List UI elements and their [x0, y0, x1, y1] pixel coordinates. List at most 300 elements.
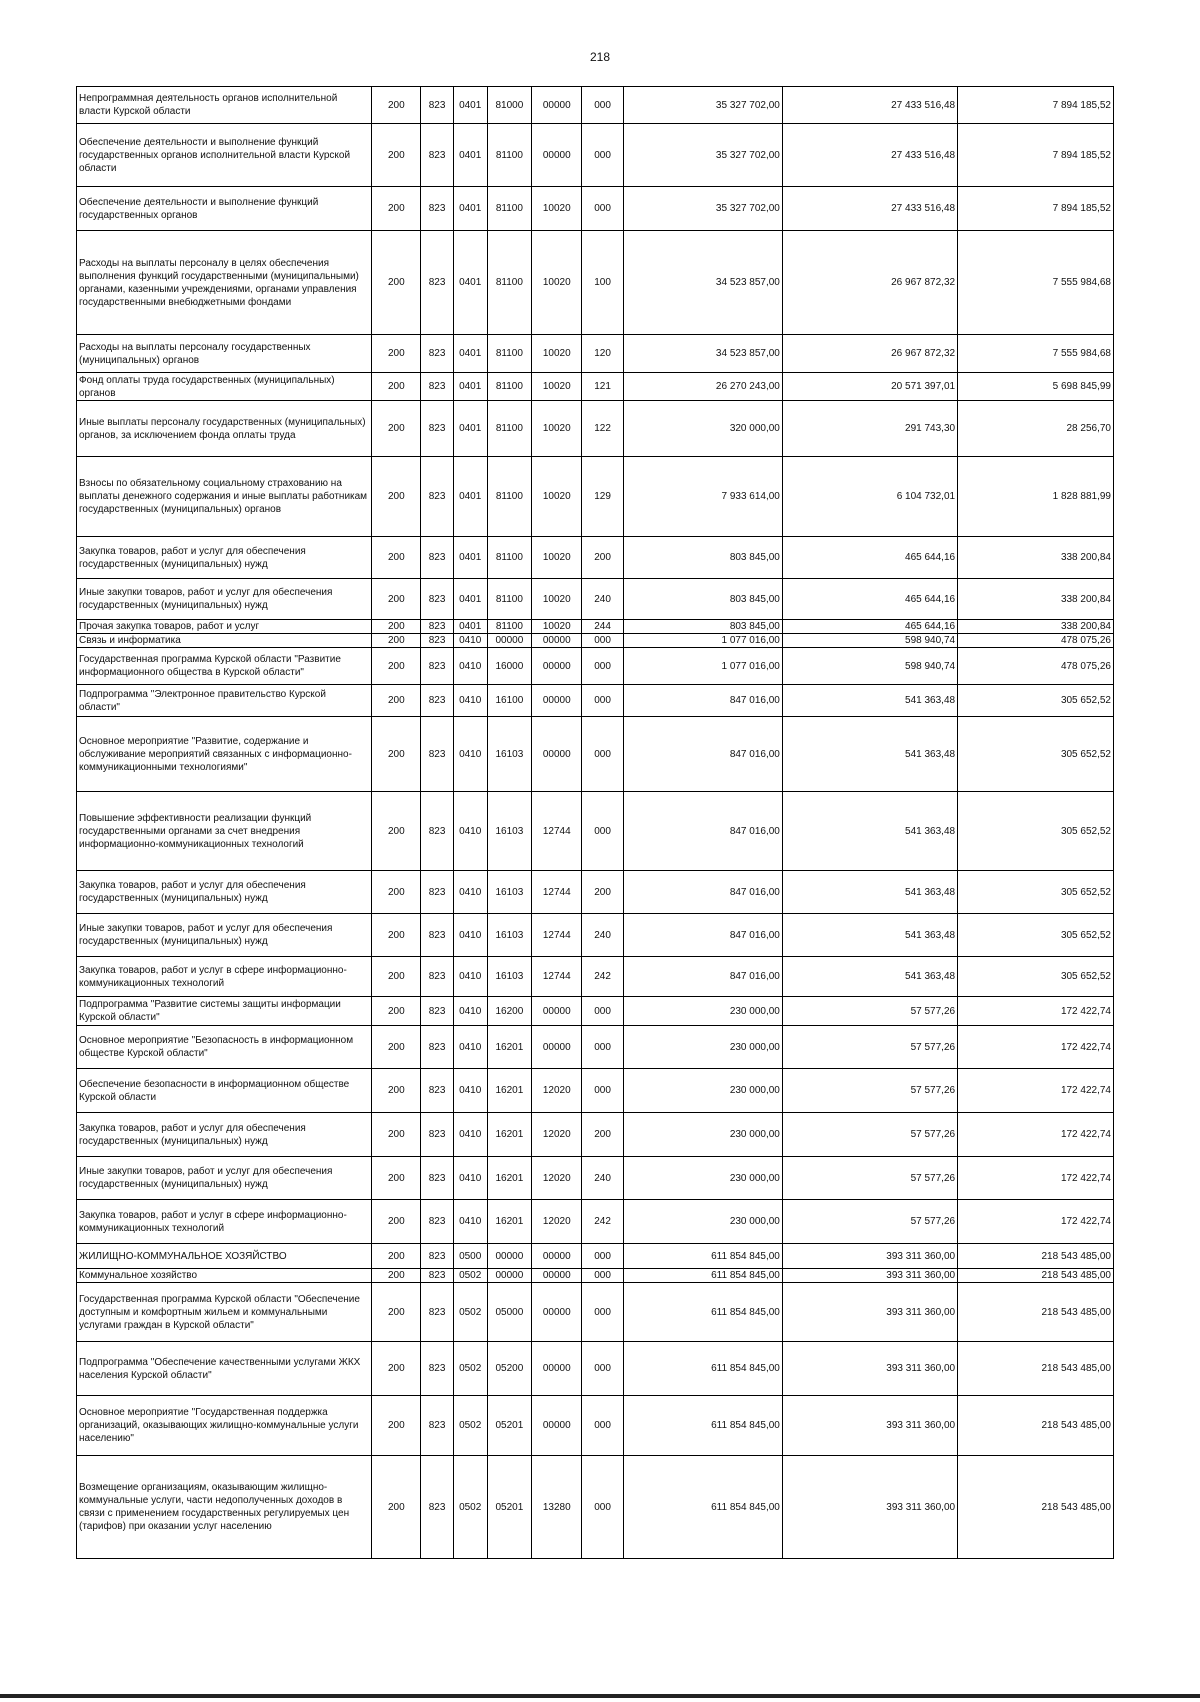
code-col-1: 200: [372, 1069, 421, 1113]
code-col-3: 0410: [453, 1200, 487, 1244]
table-body: [77, 87, 1114, 1559]
value-col-3: 172 422,74: [958, 1157, 1114, 1200]
code-col-2: 823: [421, 1283, 454, 1342]
code-col-6: 000: [582, 87, 624, 124]
value-col-1: 611 854 845,00: [623, 1244, 782, 1269]
value-col-1: 230 000,00: [623, 1069, 782, 1113]
code-col-6: 000: [582, 1069, 624, 1113]
value-col-3: 305 652,52: [958, 914, 1114, 957]
code-col-1: 200: [372, 373, 421, 401]
code-col-3: 0401: [453, 401, 487, 457]
code-col-6: 000: [582, 1269, 624, 1283]
code-col-3: 0401: [453, 124, 487, 187]
value-col-3: 218 543 485,00: [958, 1269, 1114, 1283]
code-col-5: 12020: [532, 1157, 582, 1200]
value-col-1: 35 327 702,00: [623, 124, 782, 187]
value-col-2: 27 433 516,48: [782, 124, 957, 187]
row-name: Коммунальное хозяйство: [77, 1269, 372, 1283]
value-col-1: 230 000,00: [623, 1113, 782, 1157]
code-col-4: 00000: [487, 1244, 532, 1269]
table-row: [77, 1113, 1114, 1157]
code-col-2: 823: [421, 997, 454, 1026]
value-col-1: 320 000,00: [623, 401, 782, 457]
code-col-1: 200: [372, 1200, 421, 1244]
code-col-6: 000: [582, 648, 624, 685]
code-col-5: 10020: [532, 401, 582, 457]
table-row: [77, 537, 1114, 579]
code-col-5: 00000: [532, 87, 582, 124]
value-col-2: 57 577,26: [782, 1113, 957, 1157]
value-col-2: 57 577,26: [782, 1069, 957, 1113]
row-name: Расходы на выплаты персоналу государственных (муниципальных) органов: [77, 335, 372, 373]
table-row: [77, 457, 1114, 537]
value-col-1: 611 854 845,00: [623, 1456, 782, 1559]
value-col-1: 803 845,00: [623, 537, 782, 579]
code-col-4: 00000: [487, 634, 532, 648]
row-name: Фонд оплаты труда государственных (муниципальных) органов: [77, 373, 372, 401]
code-col-3: 0410: [453, 1113, 487, 1157]
value-col-3: 172 422,74: [958, 1113, 1114, 1157]
table-row: [77, 1244, 1114, 1269]
code-col-6: 242: [582, 1200, 624, 1244]
value-col-2: 541 363,48: [782, 871, 957, 914]
code-col-1: 200: [372, 1244, 421, 1269]
table-row: [77, 1283, 1114, 1342]
value-col-3: 172 422,74: [958, 1200, 1114, 1244]
code-col-4: 16201: [487, 1200, 532, 1244]
code-col-6: 129: [582, 457, 624, 537]
value-col-3: 172 422,74: [958, 1026, 1114, 1069]
code-col-5: 12744: [532, 914, 582, 957]
value-col-3: 338 200,84: [958, 620, 1114, 634]
code-col-4: 05201: [487, 1456, 532, 1559]
row-name: Непрограммная деятельность органов исполнительной власти Курской области: [77, 87, 372, 124]
row-name: Повышение эффективности реализации функций государственными органами за счет внедрения информационно-коммуникационных технологий: [77, 792, 372, 871]
code-col-6: 200: [582, 537, 624, 579]
code-col-5: 00000: [532, 634, 582, 648]
code-col-1: 200: [372, 717, 421, 792]
code-col-2: 823: [421, 620, 454, 634]
code-col-3: 0401: [453, 335, 487, 373]
value-col-2: 291 743,30: [782, 401, 957, 457]
table-row: [77, 335, 1114, 373]
code-col-5: 10020: [532, 537, 582, 579]
value-col-2: 465 644,16: [782, 537, 957, 579]
row-name: ЖИЛИЩНО-КОММУНАЛЬНОЕ ХОЗЯЙСТВО: [77, 1244, 372, 1269]
code-col-4: 81100: [487, 373, 532, 401]
code-col-3: 0401: [453, 187, 487, 231]
code-col-3: 0502: [453, 1396, 487, 1456]
value-col-3: 7 555 984,68: [958, 335, 1114, 373]
code-col-1: 200: [372, 187, 421, 231]
value-col-1: 34 523 857,00: [623, 231, 782, 335]
row-name: Обеспечение безопасности в информационном обществе Курской области: [77, 1069, 372, 1113]
value-col-3: 7 555 984,68: [958, 231, 1114, 335]
code-col-1: 200: [372, 335, 421, 373]
code-col-2: 823: [421, 685, 454, 717]
code-col-1: 200: [372, 871, 421, 914]
value-col-3: 218 543 485,00: [958, 1283, 1114, 1342]
code-col-4: 16103: [487, 914, 532, 957]
table-row: [77, 914, 1114, 957]
code-col-6: 240: [582, 579, 624, 620]
code-col-4: 81100: [487, 335, 532, 373]
code-col-2: 823: [421, 648, 454, 685]
value-col-1: 1 077 016,00: [623, 634, 782, 648]
code-col-2: 823: [421, 634, 454, 648]
code-col-2: 823: [421, 717, 454, 792]
code-col-3: 0401: [453, 537, 487, 579]
value-col-3: 478 075,26: [958, 648, 1114, 685]
code-col-4: 05201: [487, 1396, 532, 1456]
code-col-4: 81100: [487, 231, 532, 335]
code-col-1: 200: [372, 792, 421, 871]
value-col-2: 393 311 360,00: [782, 1283, 957, 1342]
code-col-5: 00000: [532, 717, 582, 792]
code-col-4: 16201: [487, 1069, 532, 1113]
code-col-5: 12020: [532, 1200, 582, 1244]
code-col-2: 823: [421, 457, 454, 537]
value-col-3: 172 422,74: [958, 1069, 1114, 1113]
value-col-2: 393 311 360,00: [782, 1269, 957, 1283]
value-col-3: 1 828 881,99: [958, 457, 1114, 537]
code-col-1: 200: [372, 957, 421, 997]
code-col-4: 81100: [487, 537, 532, 579]
code-col-5: 12020: [532, 1069, 582, 1113]
code-col-5: 00000: [532, 1283, 582, 1342]
code-col-2: 823: [421, 1113, 454, 1157]
table-row: [77, 231, 1114, 335]
code-col-6: 121: [582, 373, 624, 401]
row-name: Обеспечение деятельности и выполнение функций государственных органов исполнительной власти Курской области: [77, 124, 372, 187]
table-row: [77, 1342, 1114, 1396]
value-col-1: 847 016,00: [623, 685, 782, 717]
code-col-5: 10020: [532, 231, 582, 335]
value-col-1: 26 270 243,00: [623, 373, 782, 401]
value-col-1: 1 077 016,00: [623, 648, 782, 685]
code-col-1: 200: [372, 914, 421, 957]
code-col-4: 00000: [487, 1269, 532, 1283]
table-row: [77, 373, 1114, 401]
table-row: [77, 124, 1114, 187]
code-col-6: 200: [582, 871, 624, 914]
code-col-3: 0401: [453, 620, 487, 634]
code-col-3: 0410: [453, 1026, 487, 1069]
row-name: Взносы по обязательному социальному страхованию на выплаты денежного содержания и иные выплаты работникам государственных (муниципальных) органов: [77, 457, 372, 537]
value-col-3: 338 200,84: [958, 537, 1114, 579]
value-col-2: 26 967 872,32: [782, 231, 957, 335]
code-col-4: 16201: [487, 1026, 532, 1069]
row-name: Закупка товаров, работ и услуг для обеспечения государственных (муниципальных) нужд: [77, 871, 372, 914]
code-col-4: 05000: [487, 1283, 532, 1342]
code-col-3: 0502: [453, 1342, 487, 1396]
value-col-3: 7 894 185,52: [958, 124, 1114, 187]
code-col-3: 0410: [453, 634, 487, 648]
code-col-1: 200: [372, 648, 421, 685]
code-col-5: 10020: [532, 187, 582, 231]
value-col-1: 230 000,00: [623, 1157, 782, 1200]
code-col-2: 823: [421, 1244, 454, 1269]
row-name: Обеспечение деятельности и выполнение функций государственных органов: [77, 187, 372, 231]
code-col-1: 200: [372, 1026, 421, 1069]
page-bottom-border: [0, 1694, 1200, 1698]
code-col-4: 81100: [487, 620, 532, 634]
code-col-5: 12744: [532, 792, 582, 871]
code-col-4: 16103: [487, 792, 532, 871]
code-col-5: 00000: [532, 1026, 582, 1069]
table-row: [77, 957, 1114, 997]
code-col-3: 0410: [453, 997, 487, 1026]
value-col-2: 57 577,26: [782, 1157, 957, 1200]
code-col-6: 000: [582, 792, 624, 871]
code-col-4: 16201: [487, 1113, 532, 1157]
code-col-2: 823: [421, 124, 454, 187]
value-col-1: 847 016,00: [623, 792, 782, 871]
code-col-1: 200: [372, 1456, 421, 1559]
value-col-1: 230 000,00: [623, 1200, 782, 1244]
table-row: [77, 634, 1114, 648]
code-col-5: 00000: [532, 648, 582, 685]
code-col-4: 81100: [487, 579, 532, 620]
code-col-5: 10020: [532, 335, 582, 373]
code-col-3: 0401: [453, 373, 487, 401]
value-col-2: 465 644,16: [782, 620, 957, 634]
code-col-4: 81100: [487, 124, 532, 187]
value-col-3: 5 698 845,99: [958, 373, 1114, 401]
value-col-3: 305 652,52: [958, 792, 1114, 871]
code-col-3: 0401: [453, 579, 487, 620]
value-col-3: 7 894 185,52: [958, 87, 1114, 124]
code-col-4: 16000: [487, 648, 532, 685]
table-row: [77, 1157, 1114, 1200]
table-row: [77, 1026, 1114, 1069]
value-col-1: 847 016,00: [623, 914, 782, 957]
code-col-5: 12744: [532, 871, 582, 914]
value-col-1: 611 854 845,00: [623, 1396, 782, 1456]
value-col-3: 218 543 485,00: [958, 1244, 1114, 1269]
code-col-3: 0502: [453, 1456, 487, 1559]
row-name: Иные закупки товаров, работ и услуг для обеспечения государственных (муниципальных) нужд: [77, 1157, 372, 1200]
code-col-6: 000: [582, 634, 624, 648]
value-col-2: 598 940,74: [782, 648, 957, 685]
table-row: [77, 871, 1114, 914]
row-name: Основное мероприятие "Развитие, содержание и обслуживание мероприятий связанных с информационно-коммуникационными технологиями": [77, 717, 372, 792]
value-col-2: 393 311 360,00: [782, 1456, 957, 1559]
value-col-1: 847 016,00: [623, 717, 782, 792]
code-col-3: 0410: [453, 792, 487, 871]
code-col-1: 200: [372, 997, 421, 1026]
code-col-1: 200: [372, 1342, 421, 1396]
code-col-1: 200: [372, 1157, 421, 1200]
code-col-4: 05200: [487, 1342, 532, 1396]
value-col-1: 611 854 845,00: [623, 1342, 782, 1396]
code-col-5: 00000: [532, 1244, 582, 1269]
row-name: Иные закупки товаров, работ и услуг для обеспечения государственных (муниципальных) нужд: [77, 579, 372, 620]
code-col-5: 00000: [532, 124, 582, 187]
code-col-4: 16103: [487, 871, 532, 914]
code-col-6: 100: [582, 231, 624, 335]
code-col-5: 12744: [532, 957, 582, 997]
row-name: Связь и информатика: [77, 634, 372, 648]
value-col-3: 218 543 485,00: [958, 1396, 1114, 1456]
code-col-4: 16100: [487, 685, 532, 717]
row-name: Расходы на выплаты персоналу в целях обеспечения выполнения функций государственными (муниципальными) органами, казенными учреждениями, органами управления государственными внебюджетными фондами: [77, 231, 372, 335]
value-col-2: 6 104 732,01: [782, 457, 957, 537]
row-name: Подпрограмма "Электронное правительство Курской области": [77, 685, 372, 717]
code-col-4: 16200: [487, 997, 532, 1026]
code-col-6: 000: [582, 1342, 624, 1396]
table-row: [77, 187, 1114, 231]
value-col-3: 218 543 485,00: [958, 1342, 1114, 1396]
code-col-2: 823: [421, 1269, 454, 1283]
code-col-1: 200: [372, 87, 421, 124]
value-col-1: 611 854 845,00: [623, 1283, 782, 1342]
code-col-2: 823: [421, 1157, 454, 1200]
code-col-3: 0410: [453, 957, 487, 997]
code-col-1: 200: [372, 685, 421, 717]
code-col-4: 16103: [487, 717, 532, 792]
code-col-6: 000: [582, 1244, 624, 1269]
code-col-1: 200: [372, 537, 421, 579]
code-col-5: 12020: [532, 1113, 582, 1157]
code-col-4: 81100: [487, 457, 532, 537]
code-col-6: 000: [582, 1396, 624, 1456]
value-col-3: 338 200,84: [958, 579, 1114, 620]
code-col-1: 200: [372, 1396, 421, 1456]
row-name: Подпрограмма "Развитие системы защиты информации Курской области": [77, 997, 372, 1026]
value-col-2: 27 433 516,48: [782, 87, 957, 124]
value-col-1: 803 845,00: [623, 620, 782, 634]
table-row: [77, 997, 1114, 1026]
code-col-3: 0410: [453, 914, 487, 957]
value-col-1: 35 327 702,00: [623, 87, 782, 124]
code-col-3: 0401: [453, 87, 487, 124]
code-col-4: 16201: [487, 1157, 532, 1200]
row-name: Закупка товаров, работ и услуг для обеспечения государственных (муниципальных) нужд: [77, 1113, 372, 1157]
code-col-2: 823: [421, 914, 454, 957]
row-name: Возмещение организациям, оказывающим жилищно-коммунальные услуги, части недополученных доходов в связи с применением государственных регулируемых цен (тарифов) при оказании услуг населению: [77, 1456, 372, 1559]
code-col-6: 240: [582, 1157, 624, 1200]
row-name: Основное мероприятие "Безопасность в информационном обществе Курской области": [77, 1026, 372, 1069]
code-col-5: 00000: [532, 685, 582, 717]
row-name: Закупка товаров, работ и услуг в сфере информационно-коммуникационных технологий: [77, 1200, 372, 1244]
value-col-2: 541 363,48: [782, 717, 957, 792]
code-col-3: 0410: [453, 685, 487, 717]
code-col-1: 200: [372, 1269, 421, 1283]
code-col-6: 000: [582, 717, 624, 792]
value-col-3: 305 652,52: [958, 957, 1114, 997]
table-row: [77, 579, 1114, 620]
code-col-2: 823: [421, 871, 454, 914]
value-col-3: 28 256,70: [958, 401, 1114, 457]
value-col-1: 230 000,00: [623, 997, 782, 1026]
code-col-3: 0410: [453, 871, 487, 914]
code-col-3: 0401: [453, 231, 487, 335]
value-col-2: 393 311 360,00: [782, 1342, 957, 1396]
table-row: [77, 1269, 1114, 1283]
value-col-1: 34 523 857,00: [623, 335, 782, 373]
code-col-6: 000: [582, 1456, 624, 1559]
code-col-2: 823: [421, 187, 454, 231]
row-name: Государственная программа Курской области "Обеспечение доступным и комфортным жильем и коммунальными услугами граждан в Курской области": [77, 1283, 372, 1342]
row-name: Основное мероприятие "Государственная поддержка организаций, оказывающих жилищно-коммунальные услуги населению": [77, 1396, 372, 1456]
table-row: [77, 685, 1114, 717]
code-col-6: 000: [582, 997, 624, 1026]
code-col-4: 16103: [487, 957, 532, 997]
value-col-2: 465 644,16: [782, 579, 957, 620]
value-col-2: 26 967 872,32: [782, 335, 957, 373]
code-col-6: 122: [582, 401, 624, 457]
code-col-6: 200: [582, 1113, 624, 1157]
value-col-2: 393 311 360,00: [782, 1244, 957, 1269]
table-row: [77, 620, 1114, 634]
row-name: Закупка товаров, работ и услуг для обеспечения государственных (муниципальных) нужд: [77, 537, 372, 579]
value-col-2: 57 577,26: [782, 1026, 957, 1069]
value-col-1: 847 016,00: [623, 871, 782, 914]
code-col-2: 823: [421, 1396, 454, 1456]
value-col-3: 305 652,52: [958, 685, 1114, 717]
value-col-3: 7 894 185,52: [958, 187, 1114, 231]
code-col-2: 823: [421, 1026, 454, 1069]
code-col-1: 200: [372, 401, 421, 457]
value-col-1: 611 854 845,00: [623, 1269, 782, 1283]
code-col-6: 120: [582, 335, 624, 373]
code-col-3: 0500: [453, 1244, 487, 1269]
value-col-2: 541 363,48: [782, 914, 957, 957]
code-col-6: 244: [582, 620, 624, 634]
code-col-1: 200: [372, 1283, 421, 1342]
table-row: [77, 792, 1114, 871]
value-col-3: 172 422,74: [958, 997, 1114, 1026]
row-name: Иные выплаты персоналу государственных (муниципальных) органов, за исключением фонда оплаты труда: [77, 401, 372, 457]
code-col-5: 10020: [532, 457, 582, 537]
table-row: [77, 1200, 1114, 1244]
value-col-1: 847 016,00: [623, 957, 782, 997]
code-col-5: 13280: [532, 1456, 582, 1559]
code-col-2: 823: [421, 1456, 454, 1559]
value-col-3: 305 652,52: [958, 871, 1114, 914]
code-col-5: 00000: [532, 1396, 582, 1456]
code-col-6: 242: [582, 957, 624, 997]
code-col-3: 0401: [453, 457, 487, 537]
value-col-2: 57 577,26: [782, 1200, 957, 1244]
code-col-2: 823: [421, 957, 454, 997]
table-row: [77, 1456, 1114, 1559]
code-col-2: 823: [421, 1342, 454, 1396]
code-col-6: 000: [582, 1026, 624, 1069]
row-name: Подпрограмма "Обеспечение качественными услугами ЖКХ населения Курской области": [77, 1342, 372, 1396]
code-col-3: 0410: [453, 717, 487, 792]
value-col-2: 393 311 360,00: [782, 1396, 957, 1456]
code-col-2: 823: [421, 1200, 454, 1244]
code-col-2: 823: [421, 1069, 454, 1113]
code-col-3: 0410: [453, 648, 487, 685]
code-col-5: 10020: [532, 620, 582, 634]
code-col-5: 10020: [532, 579, 582, 620]
table-row: [77, 87, 1114, 124]
row-name: Прочая закупка товаров, работ и услуг: [77, 620, 372, 634]
code-col-2: 823: [421, 401, 454, 457]
code-col-2: 823: [421, 87, 454, 124]
code-col-4: 81000: [487, 87, 532, 124]
code-col-5: 10020: [532, 373, 582, 401]
code-col-1: 200: [372, 457, 421, 537]
code-col-6: 000: [582, 1283, 624, 1342]
table-row: [77, 401, 1114, 457]
value-col-1: 803 845,00: [623, 579, 782, 620]
code-col-5: 00000: [532, 997, 582, 1026]
code-col-3: 0410: [453, 1069, 487, 1113]
